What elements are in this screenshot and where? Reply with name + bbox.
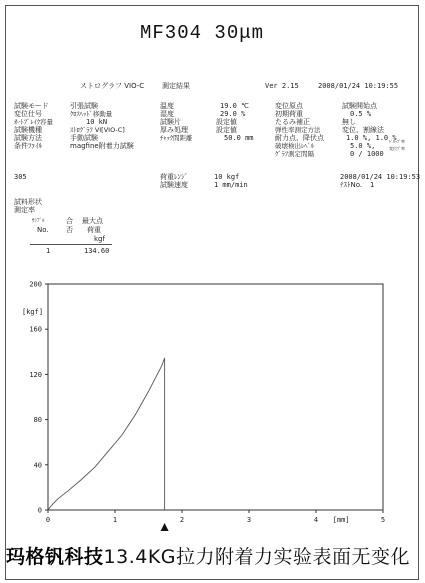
x-axis-label: [mm]	[332, 516, 350, 524]
y-tick-label: 40	[33, 461, 42, 470]
x-tick-label: 3	[246, 516, 252, 524]
param-label: 弾性率測定方法	[275, 126, 321, 134]
speed-label: 試験速度	[160, 181, 188, 189]
param-value: 19.0 ℃	[220, 102, 249, 110]
param-value: 変位、割線法	[342, 126, 384, 134]
y-tick-label: 160	[29, 325, 42, 334]
x-tick-label: 4	[313, 516, 319, 524]
load-range-label: 荷重ﾚﾝｼﾞ	[160, 173, 188, 181]
y-tick-label: 0	[37, 506, 42, 515]
y-axis-label: [kgf]	[22, 308, 44, 316]
test-no-value: 1	[370, 181, 375, 189]
param-value: 手動試験	[70, 134, 98, 142]
param-label: 試験片	[160, 118, 181, 126]
version-label: Ver 2.15	[265, 82, 299, 90]
header-datetime: 2008/01/24 10:19:55	[318, 82, 399, 90]
param-label: 条件ﾌｧｲﾙ	[14, 142, 42, 150]
page-title: MF304 30μm	[140, 22, 265, 44]
param-label: たるみ補正	[275, 118, 310, 126]
param-label: 耐力点、降伏点	[275, 134, 324, 142]
param-note: ﾄﾞﾛｯﾌﾟ率	[389, 139, 405, 144]
param-note: 変位ﾌﾟ率	[389, 146, 405, 151]
table-header-fail: 否	[66, 226, 73, 234]
param-label: ｵｰﾄﾌﾞﾚｲｸ容量	[14, 118, 53, 126]
table-header-load: 荷重	[87, 226, 101, 234]
plot-frame	[48, 284, 383, 510]
param-value: 1.0 %, 1.0 %	[346, 134, 397, 142]
table-header-max: 最大点	[82, 217, 103, 225]
x-tick-label: 1	[112, 516, 118, 524]
param-value: 引張試験	[70, 102, 98, 110]
param-value: 0 / 1000	[350, 150, 384, 158]
param-value: 5.0 %,	[350, 142, 376, 150]
param-label: 温度	[160, 102, 174, 110]
param-value: 設定値	[216, 126, 237, 134]
param-value: 29.0 %	[220, 110, 246, 118]
param-value: 50.0 mm	[224, 134, 254, 142]
param-label: 変位仕号	[14, 110, 42, 118]
y-tick-label: 120	[29, 370, 42, 379]
speed-value: 1 mm/min	[214, 181, 248, 189]
table-header-no: No.	[37, 226, 49, 234]
table-row-no: 1	[46, 247, 51, 255]
param-label: 試験方法	[14, 134, 42, 142]
run-datetime: 2008/01/24 10:19:53	[340, 173, 421, 181]
table-header-pass: 合	[66, 217, 73, 225]
param-value: 0.5 %	[350, 110, 372, 118]
param-value: 10 kN	[86, 118, 108, 126]
shape-line-2: 測定率	[14, 206, 35, 214]
param-label: 湿度	[160, 110, 174, 118]
param-label: 試験機種	[14, 126, 42, 134]
shape-line-1: 試料形状	[14, 198, 42, 206]
y-tick-label: 200	[29, 280, 42, 289]
sample-id: 305	[14, 173, 27, 181]
x-tick-label: 2	[179, 516, 185, 524]
table-header-unit: kgf	[94, 235, 105, 243]
param-label: 破壊検出ﾚﾍﾞﾙ	[275, 142, 314, 150]
param-value: ｸﾛｽﾍｯﾄﾞ移動量	[70, 110, 113, 118]
y-tick-label: 80	[33, 416, 42, 425]
param-value: magfine附着力試験	[70, 142, 134, 150]
test-no-label: ﾃｽﾄNo.	[340, 181, 363, 189]
series-line	[48, 358, 165, 510]
program-name: ストログラフ VIO-C	[80, 82, 145, 90]
param-value: ｽﾄﾛｸﾞﾗﾌ VI[VIO-C]	[70, 126, 125, 134]
param-value: 試験開始点	[342, 102, 377, 110]
param-value: 設定値	[216, 118, 237, 126]
brand-name: 玛格钒科技	[6, 546, 104, 568]
x-tick-label: 0	[45, 516, 51, 524]
param-label: 厚み処理	[160, 126, 188, 134]
param-label: ｸﾞﾗﾌ測定間隔	[275, 150, 314, 158]
x-tick-label: 5	[380, 516, 386, 524]
break-marker	[161, 523, 169, 531]
load-range-value: 10 kgf	[214, 173, 240, 181]
table-header-sample: ｻﾝﾌﾟﾙ	[32, 218, 45, 224]
footer-message: 13.4KG拉力附着力实验表面无变化	[103, 546, 411, 568]
section-title: 測定結果	[162, 82, 190, 90]
footer-caption	[6, 542, 410, 569]
param-label: 試験モード	[14, 102, 49, 110]
param-value: 無し	[342, 118, 356, 126]
param-label: 変位原点	[275, 102, 303, 110]
table-row-value: 134.60	[84, 247, 110, 255]
param-label: ﾁｬｯｸ間距離	[160, 134, 193, 142]
param-label: 初期荷重	[275, 110, 303, 118]
